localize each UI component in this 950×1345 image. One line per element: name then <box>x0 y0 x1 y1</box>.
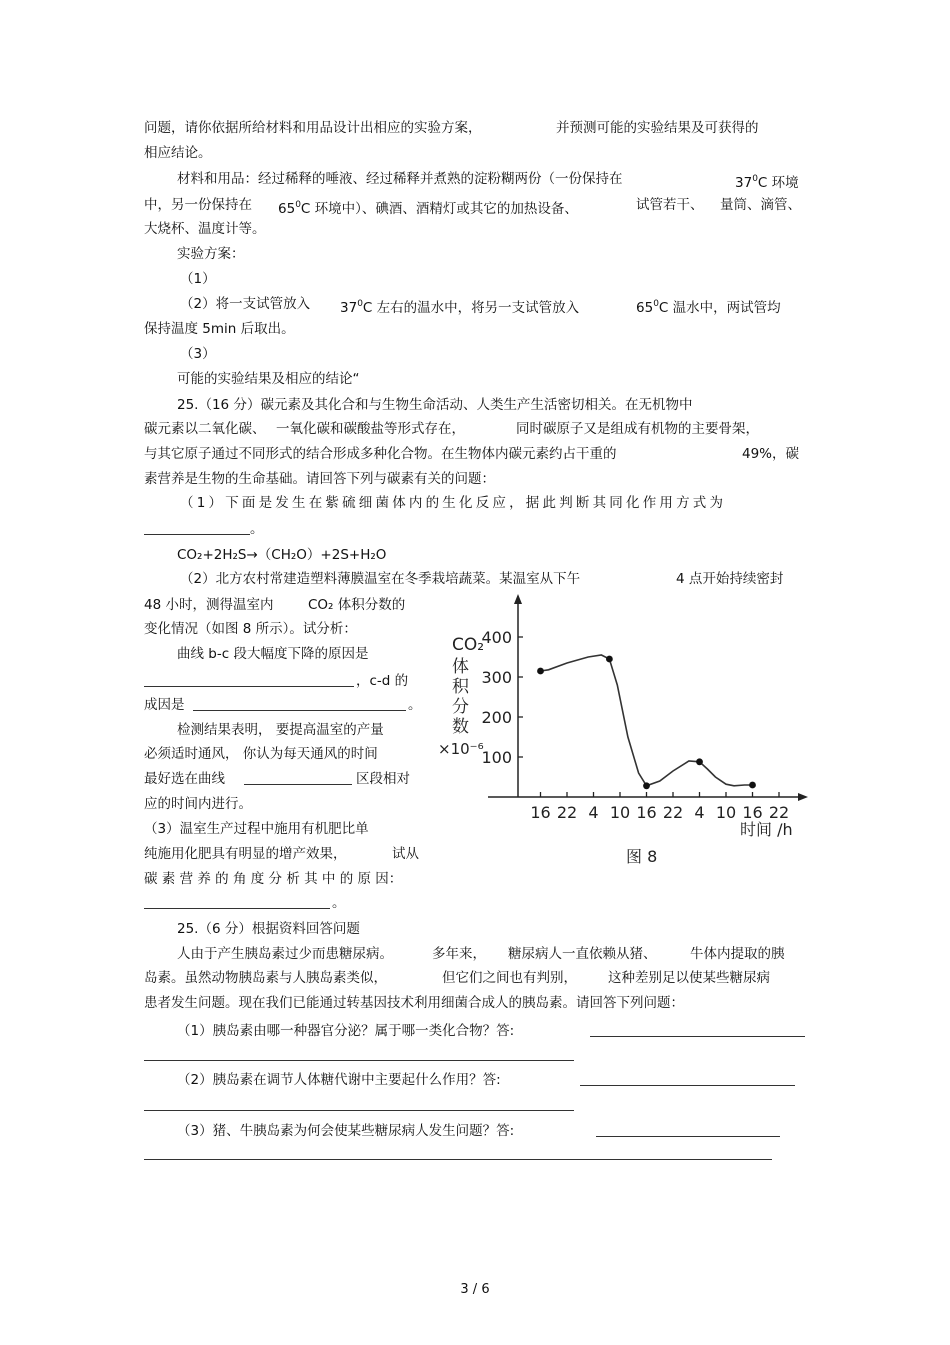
q25b-line2a: 岛素。虽然动物胰岛素与人胰岛素类似， <box>144 970 387 986</box>
q25b-line2c: 这种差别足以使某些糖尿病 <box>608 970 770 986</box>
materials-line2a: 中，另一份保持在 <box>144 197 252 213</box>
q25-part3c: 试从 <box>392 846 419 862</box>
q25-part2f: 曲线 b-c 段大幅度下降的原因是 <box>177 646 369 662</box>
answer-blank-q3b[interactable] <box>144 1159 772 1160</box>
intro-line2: 相应结论。 <box>144 145 212 161</box>
x-tick-label: 16 <box>530 803 551 822</box>
q25b-line1d: 牛体内提取的胰 <box>690 946 785 962</box>
answer-blank-p1[interactable] <box>144 534 250 535</box>
q25b-line3: 患者发生问题。现在我们已能通过转基因技术利用细菌合成人的胰岛素。请回答下列问题： <box>144 995 684 1011</box>
x-tick-label: 4 <box>588 803 599 822</box>
q25-part2n: 应的时间内进行。 <box>144 796 252 812</box>
answer-blank-q3a[interactable] <box>596 1136 780 1137</box>
y-axis-label-char: 分 <box>452 697 469 717</box>
q25b-line1a: 人由于产生胰岛素过少而患糖尿病。 <box>177 946 393 962</box>
y-axis-arrow <box>514 594 522 604</box>
q25-part3d: 碳 素 营 养 的 角 度 分 析 其 中 的 原 因： <box>144 871 403 887</box>
data-point <box>696 758 703 765</box>
q25-part2g: ，c-d 的 <box>356 673 409 689</box>
q25-part3a: （3）温室生产过程中施用有机肥比单 <box>144 821 369 837</box>
q25-line2c: 同时碳原子又是组成有机物的主要骨架， <box>516 421 759 437</box>
y-tick-label: 400 <box>481 628 512 647</box>
plan-title: 实验方案： <box>177 246 245 262</box>
q25-line2a: 碳元素以二氧化碳、 <box>144 421 266 437</box>
intro-line1b: 并预测可能的实验结果及可获得的 <box>556 120 759 136</box>
answer-blank-vent[interactable] <box>244 784 352 785</box>
page-number: 3 / 6 <box>460 1282 490 1297</box>
data-point <box>749 782 756 789</box>
data-point <box>606 656 613 663</box>
y-axis-label-char: 数 <box>452 717 469 737</box>
q25-part2h: 成因是 <box>144 697 185 713</box>
q25-part2m: 区段相对 <box>356 771 410 787</box>
q25-part2e: 变化情况（如图 8 所示）。试分析： <box>144 621 357 637</box>
q25b-title: 25.（6 分）根据资料回答问题 <box>177 921 360 937</box>
q25-line2b: 一氧化碳和碳酸盐等形式存在， <box>276 421 465 437</box>
equation: CO₂+2H₂S→（CH₂O）+2S+H₂O <box>177 547 387 563</box>
co2-chart <box>430 592 810 874</box>
answer-blank-p3[interactable] <box>144 908 330 909</box>
answer-blank-q2b[interactable] <box>144 1110 574 1111</box>
materials-temp1: $37^0C$ 环境 <box>735 174 799 191</box>
intro-line1a: 问题，请你依据所给材料和用品设计出相应的实验方案， <box>144 120 482 136</box>
q25-part3b: 纯施用化肥具有明显的增产效果， <box>144 846 347 862</box>
x-tick-label: 10 <box>715 803 737 822</box>
q25b-q1: （1）胰岛素由哪一种器官分泌？属于哪一类化合物？答: <box>177 1023 515 1039</box>
x-tick-label: 22 <box>556 803 578 822</box>
materials-line2d: 量筒、滴管、 <box>720 197 801 213</box>
answer-blank-q2a[interactable] <box>580 1085 795 1086</box>
materials-line2c: 试管若干、 <box>636 197 704 213</box>
materials-line1: 材料和用品：经过稀释的唾液、经过稀释并煮熟的淀粉糊两份（一份保持在 <box>177 171 623 187</box>
q25-line3b: 49%，碳 <box>742 446 800 462</box>
x-axis-arrow <box>798 793 808 801</box>
q25-part2l: 最好选在曲线 <box>144 771 225 787</box>
q25-part2d: CO₂ 体积分数的 <box>308 597 406 613</box>
q25b-line1b: 多年来， <box>432 946 486 962</box>
plan-step2a: （2）将一支试管放入 <box>180 296 311 312</box>
y-tick-label: 200 <box>481 708 512 727</box>
q25-line1: 25.（16 分）碳元素及其化合和与生物生命活动、人类生产生活密切相关。在无机物中 <box>177 397 693 413</box>
figure-caption: 图 8 <box>626 847 658 866</box>
y-tick-label: 300 <box>481 668 512 687</box>
results-line: 可能的实验结果及相应的结论“ <box>177 371 360 387</box>
x-tick-label: 22 <box>662 803 684 822</box>
answer-blank-cd[interactable] <box>193 710 406 711</box>
q25b-q2: （2）胰岛素在调节人体糖代谢中主要起什么作用？答: <box>177 1072 501 1088</box>
q25-part1: （1）下面是发生在紫硫细菌体内的生化反应，据此判断其同化作用方式为 <box>180 495 727 511</box>
plan-step1: （1） <box>180 271 216 287</box>
q25-part2b: 4 点开始持续密封 <box>676 571 784 587</box>
q25-part2i: 。 <box>408 697 422 713</box>
x-tick-label: 10 <box>609 803 631 822</box>
x-tick-label: 22 <box>768 803 790 822</box>
plan-step2c: $65^0C$ 温水中，两试管均 <box>636 299 781 316</box>
answer-blank-q1a[interactable] <box>590 1036 805 1037</box>
y-axis-label-char: CO₂ <box>452 635 485 655</box>
y-axis-label-char: 积 <box>452 677 469 697</box>
y-tick-label: 100 <box>481 748 512 767</box>
x-tick-label: 4 <box>694 803 705 822</box>
q25-part2k: 必须适时通风， 你认为每天通风的时间 <box>144 746 378 762</box>
plan-step2d: 保持温度 5min 后取出。 <box>144 321 295 337</box>
plan-step2b: $37^0C$ 左右的温水中，将另一支试管放入 <box>340 299 580 316</box>
q25-part1-end: 。 <box>250 521 264 537</box>
data-point <box>643 782 650 789</box>
q25-part2a: （2）北方农村常建造塑料薄膜温室在冬季栽培蔬菜。某温室从下午 <box>180 571 581 587</box>
materials-line2b: $65^0C$ 环境中）、碘酒、酒精灯或其它的加热设备、 <box>278 200 578 217</box>
q25-part3-end: 。 <box>332 895 346 911</box>
q25b-q3: （3）猪、牛胰岛素为何会使某些糖尿病人发生问题？答: <box>177 1123 515 1139</box>
q25-part2c: 48 小时，测得温室内 <box>144 597 274 613</box>
q25-line3: 与其它原子通过不同形式的结合形成多种化合物。在生物体内碳元素约占干重的 <box>144 446 617 462</box>
q25b-line1c: 糖尿病人一直依赖从猪、 <box>508 946 657 962</box>
data-point <box>537 668 544 675</box>
answer-blank-q1b[interactable] <box>144 1060 574 1061</box>
y-axis-label-char: ×10⁻⁶ <box>438 740 484 758</box>
y-axis-label-char: 体 <box>452 657 469 677</box>
q25-part2j: 检测结果表明， 要提高温室的产量 <box>177 722 384 738</box>
answer-blank-bc[interactable] <box>144 686 354 687</box>
co2-curve <box>541 655 753 786</box>
x-tick-label: 16 <box>742 803 763 822</box>
x-axis-label: 时间 /h <box>740 820 793 839</box>
q25b-line2b: 但它们之间也有判别， <box>442 970 577 986</box>
materials-line3: 大烧杯、温度计等。 <box>144 221 266 237</box>
q25-line4: 素营养是生物的生命基础。请回答下列与碳素有关的问题： <box>144 471 495 487</box>
x-tick-label: 16 <box>636 803 657 822</box>
plan-step3: （3） <box>180 346 216 362</box>
